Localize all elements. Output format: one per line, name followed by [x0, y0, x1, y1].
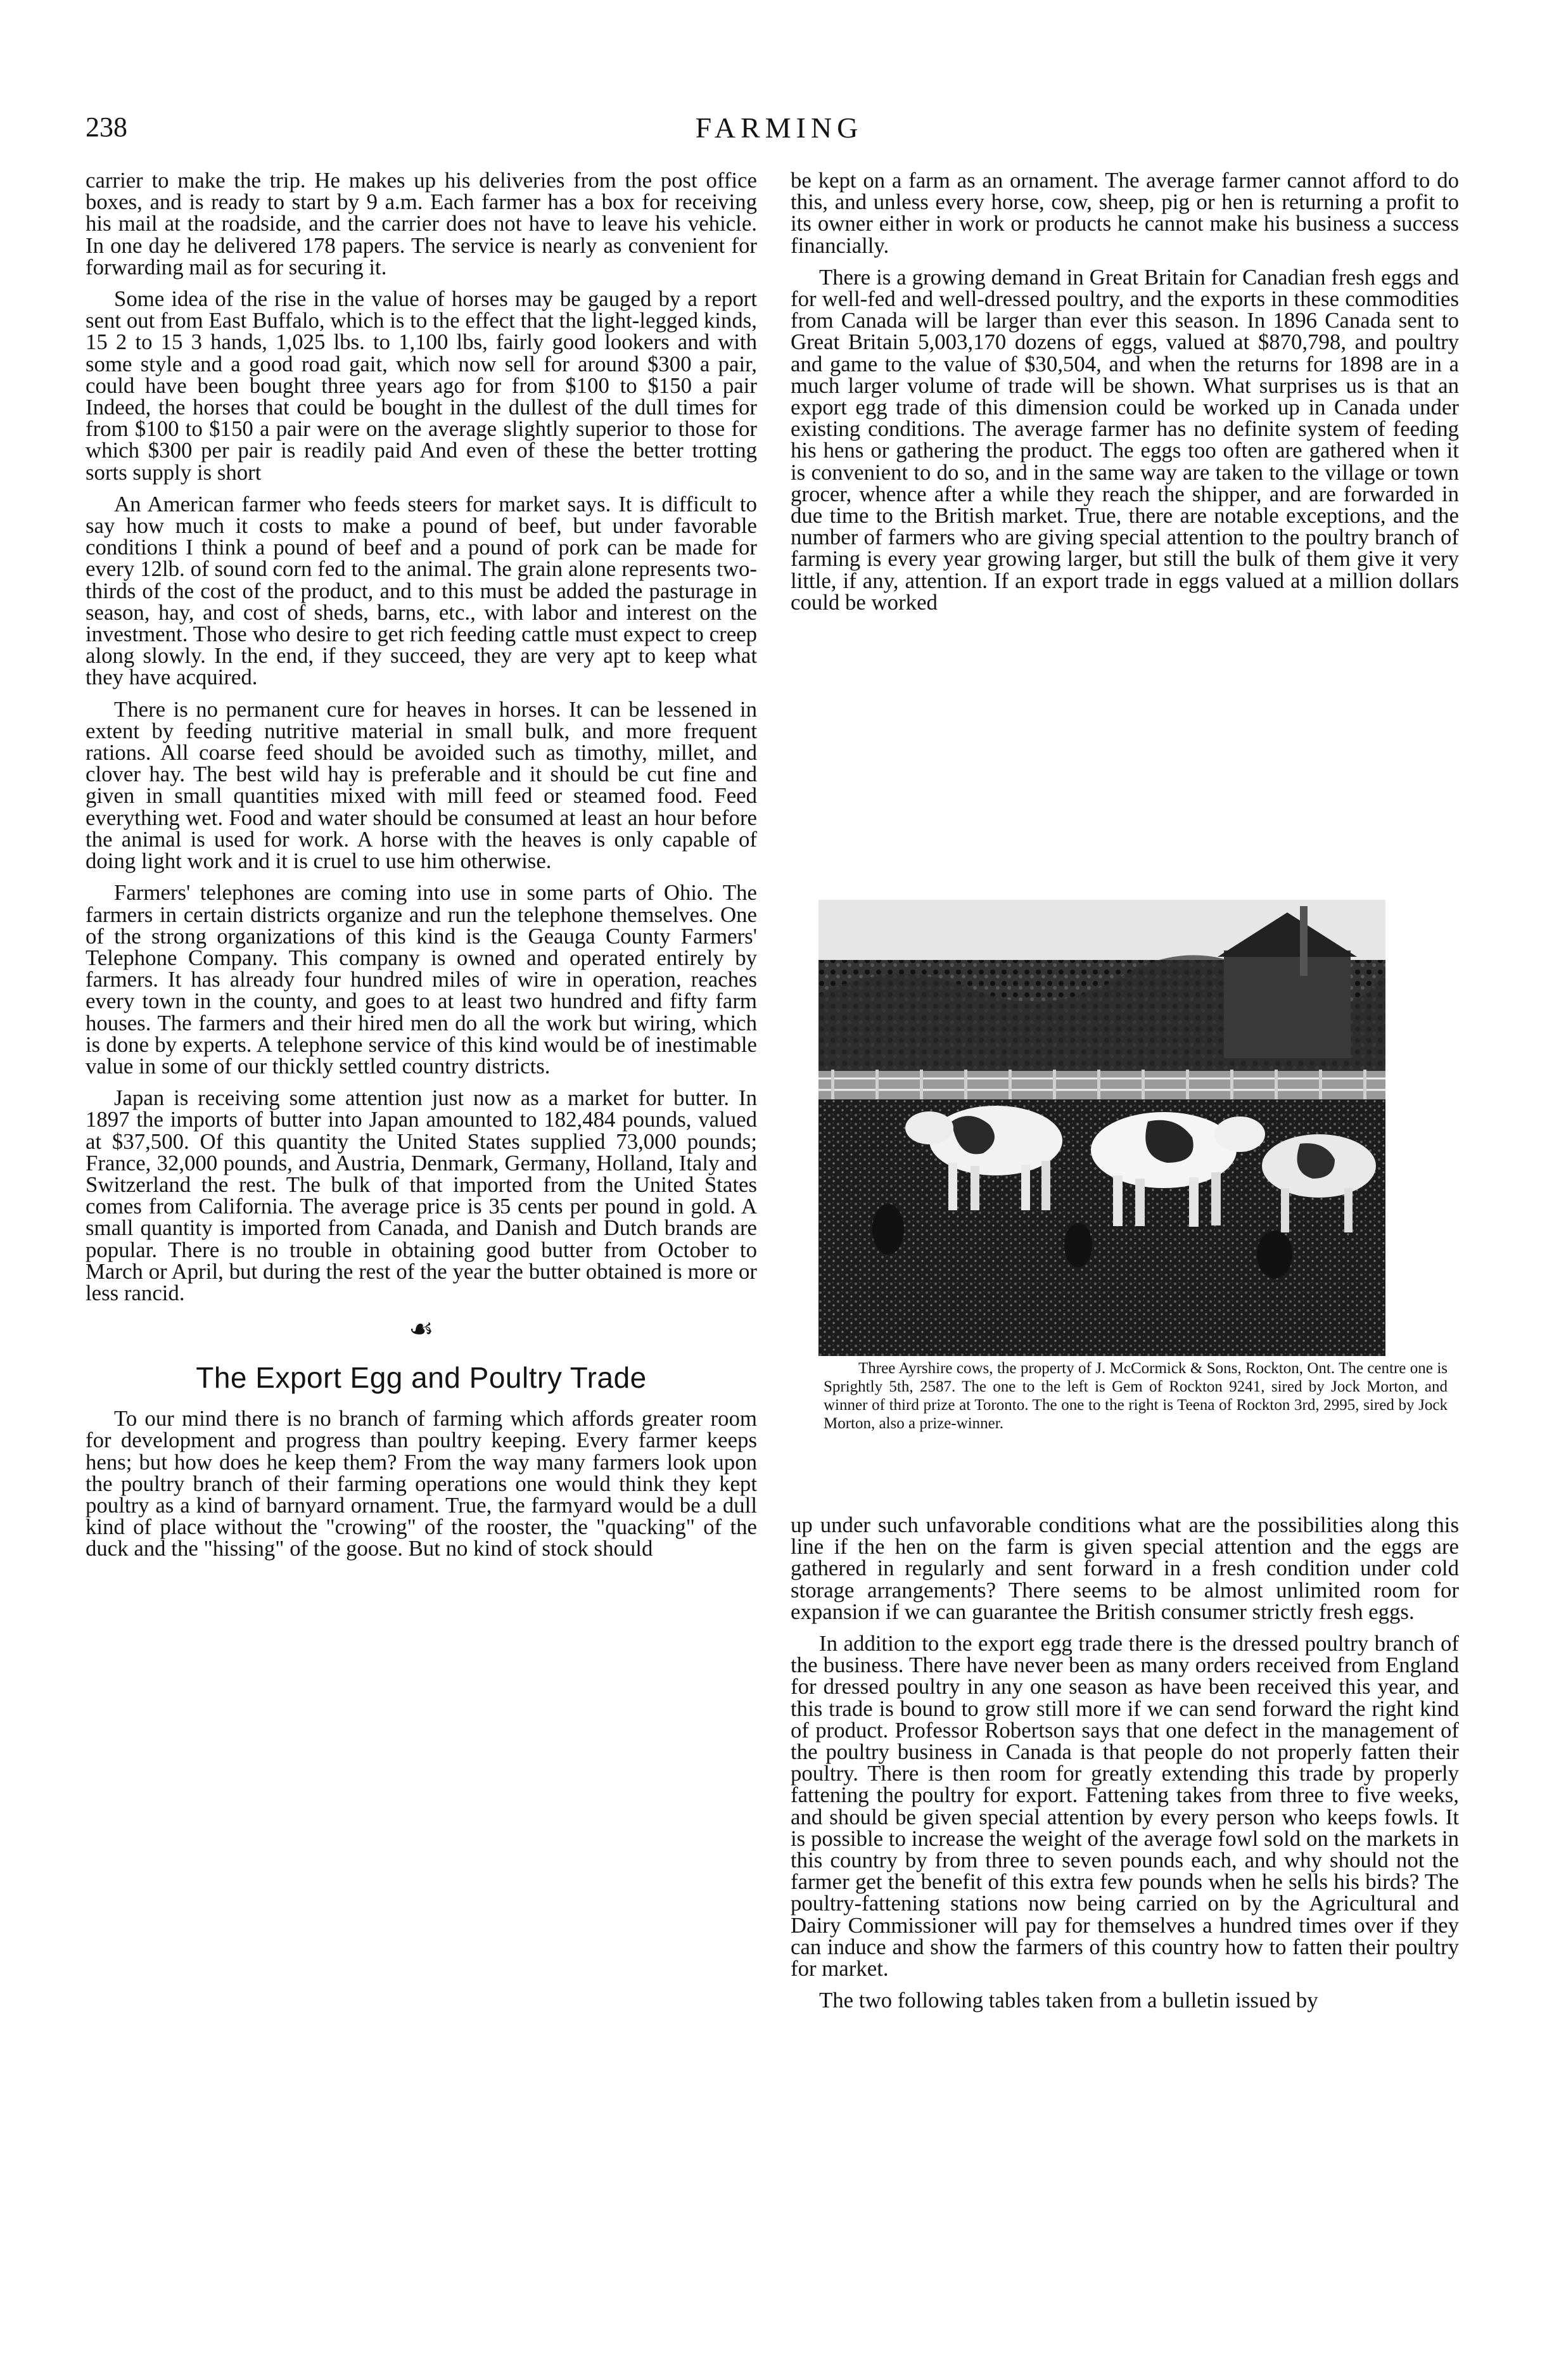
- paragraph-egg-demand: There is a growing demand in Great Britain for Canadian fresh eggs and for well-fed and well-dressed poultry, and the exports in these commodities from Canada will be larger than ever this season. In 1896 Canada sent to Great Britain 5,003,170 dozens of eggs, valued at $870,798, and poultry and game to the value of $30,504, and when the returns for 1898 are in a much larger volume of trade will be shown. What surprises us is that an export egg trade of this dimension could be worked up in Canada under existing conditions. The average farmer has no definite system of feeding his hens or gathering the product. The eggs too often are gathered when it is convenient to do so, and in the same way are taken to the village or town grocer, whence after a while they reach the shipper, and are forwarded in due time to the British market. True, there are notable exceptions, and the number of farmers who are giving special attention to the poultry branch of farming is every year growing larger, but still the bulk of them give it very little, if any, attention. If an export trade in eggs valued at a million dollars could be worked: [791, 264, 1459, 615]
- paragraph-tables-intro: The two following tables taken from a bulletin issued by: [819, 1988, 1318, 2013]
- paragraph-rural-mail: carrier to make the trip. He makes up his deliveries from the post office boxes, and is ready to start by 9 a.m. Each farmer has a box for receiving his mail at the roadside, and the carrier does not have to leave his vehicle. In one day he delivered 178 papers. The service is nearly as convenient for forwarding mail as for securing it.: [86, 168, 757, 279]
- page-number: 238: [86, 112, 127, 143]
- ayrshire-cows-photo: [818, 900, 1385, 1356]
- caption-text: Three Ayrshire cows, the property of J. McCormick & Sons, Rockton, Ont. The centre one is Sprightly 5th, 2587. The one to the left is Gem of Rockton 9241, sired by Jock Morton, and winner of third prize at Toronto. The one to the right is Teena of Rockton 3rd, 2995, sired by Jock Morton, also a prize-winner.: [824, 1360, 1448, 1432]
- right-column-top: [791, 170, 1459, 624]
- fleuron-ornament-icon: ☙: [409, 1314, 434, 1345]
- right-column-bottom: [791, 1514, 1459, 2021]
- paragraph-telephones: Farmers' telephones are coming into use in some parts of Ohio. The farmers in certain districts organize and run the telephone themselves. One of the strong organizations of this kind is the Geauga County Farmers' Telephone Company. This company is owned and operated entirely by farmers. It has already four hundred miles of wire in operation, reaches every town in the county, and goes to at least two hundred and fifty farm houses. The farmers and their hired men do all the work but wiring, which is done by experts. A telephone service of this kind would be of inestimable value in some of our thickly settled country districts.: [86, 880, 757, 1078]
- paragraph-dressed-poultry: In addition to the export egg trade there is the dressed poultry branch of the business. There have never been as many orders received from England for dressed poultry in any one season as have been received this year, and this trade is bound to grow still more if we can send forward the right kind of product. Professor Robertson says that one defect in the management of the poultry business in Canada is that people do not properly fatten their poultry. There is then room for greatly extending this trade by properly fattening the poultry for export. Fattening takes from three to five weeks, and should be given special attention by every person who keeps fowls. It is possible to increase the weight of the average fowl sold on the markets in this country by from three to seven pounds each, and why should not the farmer get the benefit of this extra few pounds when he sells his birds? The poultry-fattening stations now being carried on by the Agricultural and Dairy Commissioner will pay for themselves a hundred times over if they can induce and show the farmers of this country how to fatten their poultry for market.: [791, 1631, 1459, 1981]
- section-heading: The Export Egg and Poultry Trade: [196, 1361, 647, 1395]
- running-title: FARMING: [695, 112, 863, 144]
- paragraph-heaves: There is no permanent cure for heaves in horses. It can be lessened in extent by feeding nutritive material in small bulk, and more frequent rations. All coarse feed should be avoided such as timothy, millet, and clover hay. The best wild hay is preferable and it should be cut fine and given in small quantities mixed with mill feed or steamed food. Feed everything wet. Food and water should be consumed at least an hour before the animal is used for work. A horse with the heaves is only capable of doing light work and it is cruel to use him otherwise.: [86, 696, 757, 874]
- paragraph-beef-cost: An American farmer who feeds steers for market says. It is difficult to say how much it costs to make a pound of beef, but under favorable conditions I think a pound of beef and a pound of pork can be made for every 12lb. of sound corn fed to the animal. The grain alone represents two-thirds of the cost of the product, and to this must be added the pasturage in season, hay, and cost of sheds, barns, etc., with labor and interest on the investment. Those who desire to get rich feeding cattle must expect to creep along slowly. In the end, if they succeed, they are very apt to keep what they have acquired.: [86, 491, 757, 690]
- left-column: [86, 170, 757, 1570]
- photo-illustration: [818, 900, 1385, 1356]
- paragraph-japan-butter: Japan is receiving some attention just now as a market for butter. In 1897 the imports of butter into Japan amounted to 182,484 pounds, valued at $37,500. Of this quantity the United States supplied 73,000 pounds; France, 32,000 pounds, and Austria, Denmark, Germany, Holland, Italy and Switzerland the rest. The bulk of that imported from the United States comes from California. The average price is 35 cents per pound in gold. A small quantity is imported from Canada, and Danish and Dutch brands are popular. There is no trouble in obtaining good butter from October to March or April, but during the rest of the year the butter obtained is more or less rancid.: [86, 1085, 757, 1305]
- paragraph-horse-values: Some idea of the rise in the value of horses may be gauged by a report sent out from East Buffalo, which is to the effect that the light-legged kinds, 15 2 to 15 3 hands, 1,025 lbs. to 1,100 lbs, fairly good lookers and with some style and a good road gait, which now sell for around $300 a pair, could have been bought three years ago for from $100 to $150 a pair Indeed, the horses that could be bought in the dullest of the dull times for from $100 to $150 a pair were on the average slightly superior to those for which $300 per pair is readily paid And even of these the better trotting sorts supply is short: [86, 286, 757, 485]
- figure-caption: [824, 1359, 1448, 1433]
- page-header: [86, 111, 1473, 155]
- paragraph-ornament: be kept on a farm as an ornament. The average farmer cannot afford to do this, and unless every horse, cow, sheep, pig or hen is returning a profit to its owner either in work or products he cannot make his business a success financially.: [791, 168, 1459, 258]
- paragraph-possibilities: up under such unfavorable conditions what are the possibilities along this line if the hen on the farm is given special attention and the eggs are gathered in regularly and sent forward in a fresh condition under cold storage arrangements? There seems to be almost unlimited room for expansion if we can guarantee the British consumer strictly fresh eggs.: [791, 1513, 1459, 1624]
- paragraph-poultry-intro: To our mind there is no branch of farming which affords greater room for development and progress than poultry keeping. Every farmer keeps hens; but how does he keep them? From the way many farmers look upon the poultry branch of their farming operations one would think they kept poultry as a kind of barnyard ornament. True, the farmyard would be a dull kind of place without the "crowing" of the rooster, the "quacking" of the duck and the "hissing" of the goose. But no kind of stock should: [86, 1406, 757, 1561]
